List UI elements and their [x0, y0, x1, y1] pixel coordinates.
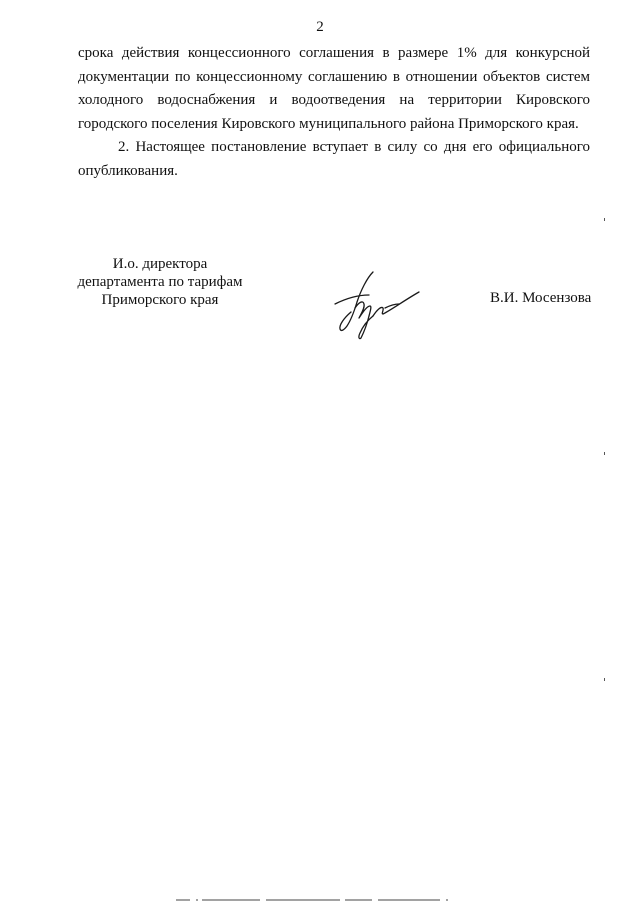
signatory-title-line-3: Приморского края: [101, 292, 219, 308]
handwritten-signature: [325, 268, 425, 340]
scan-dot: [604, 678, 605, 681]
paragraph-continuation: срока действия концессионного соглашения в размере 1% для конкурсной документации по концессионному соглашению в отношении объектов систем холодного водоснабжения и водоотведения на территории Кировского городского поселения Кировского муниципального района Приморского края.: [78, 45, 590, 132]
signatory-title-line-2: департамента по тарифам: [77, 274, 243, 290]
signatory-title: [60, 255, 260, 309]
paragraph-item-2: 2. Настоящее постановление вступает в силу со дня его официального опубликования.: [78, 139, 590, 179]
page-number: 2: [316, 19, 324, 35]
scan-dot: [604, 218, 605, 221]
scan-dot: [604, 452, 605, 455]
signatory-name: В.И. Мосензова: [490, 290, 592, 306]
document-body: [78, 42, 590, 183]
signatory-title-line-1: И.о. директора: [112, 256, 208, 272]
